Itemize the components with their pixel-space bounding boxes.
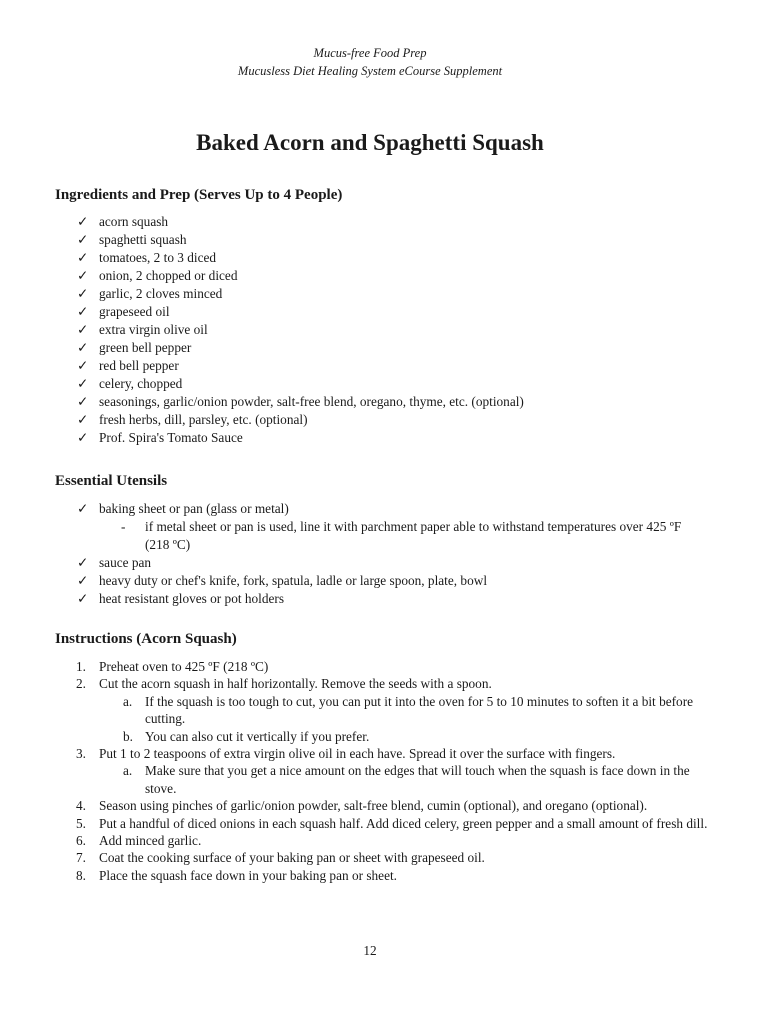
list-item-text: acorn squash (99, 214, 169, 229)
check-icon: ✓ (77, 376, 89, 391)
step-number: 6. (76, 833, 86, 849)
list-item-text: fresh herbs, dill, parsley, etc. (optional) (99, 412, 308, 427)
step-number: 3. (76, 746, 86, 762)
check-icon: ✓ (77, 304, 89, 319)
step-sublist (99, 693, 720, 745)
list-item (0, 429, 524, 447)
list-item (0, 500, 685, 518)
utensils-list (0, 500, 685, 608)
check-icon: ✓ (77, 322, 89, 337)
page-title: Baked Acorn and Spaghetti Squash (196, 130, 544, 155)
sub-step-item (99, 728, 720, 745)
list-item-text: red bell pepper (99, 358, 179, 373)
check-icon: ✓ (77, 214, 89, 229)
check-icon: ✓ (77, 340, 89, 355)
ingredients-list (0, 213, 524, 447)
sub-step-letter: a. (123, 763, 133, 779)
sub-step-text: If the squash is too tough to cut, you can put it into the oven for 5 to 10 minutes to soften it a bit before cutting. (145, 693, 694, 727)
list-item (0, 267, 524, 285)
sub-step-text: Make sure that you get a nice amount on the edges that will touch when the squash is face down in the stove. (145, 763, 690, 796)
header-line-2: Mucusless Diet Healing System eCourse Supplement (237, 64, 503, 78)
step-text: Preheat oven to 425 ºF (218 ºC) (99, 659, 269, 674)
step-text: Add minced garlic. (99, 833, 202, 849)
list-item-text: heat resistant gloves or pot holders (99, 591, 285, 606)
sub-step-letter: a. (123, 693, 133, 709)
list-item (0, 213, 524, 231)
list-item (0, 357, 524, 375)
sub-item-text: if metal sheet or pan is used, line it with parchment paper able to withstand temperatures over 425 ºF (218 ºC) (145, 519, 682, 552)
step-item (0, 797, 720, 814)
check-icon: ✓ (77, 573, 89, 588)
step-text: Place the squash face down in your baking pan or sheet. (99, 867, 397, 883)
header-line-1: Mucus-free Food Prep (313, 46, 427, 60)
check-icon: ✓ (77, 268, 89, 283)
sub-step-item (99, 693, 720, 728)
step-text: Put a handful of diced onions in each squash half. Add diced celery, green pepper and a small amount of fresh dill. (99, 815, 708, 831)
step-item (0, 675, 720, 745)
check-icon: ✓ (77, 591, 89, 606)
step-sublist (99, 762, 720, 797)
check-icon: ✓ (77, 358, 89, 373)
list-item-text: heavy duty or chef's knife, fork, spatula, ladle or large spoon, plate, bowl (99, 573, 488, 588)
list-item-text: garlic, 2 cloves minced (99, 286, 223, 301)
instructions-list (0, 658, 720, 884)
check-icon: ✓ (77, 394, 89, 409)
check-icon: ✓ (77, 501, 89, 516)
check-icon: ✓ (77, 286, 89, 301)
step-number: 7. (76, 850, 86, 866)
check-icon: ✓ (77, 555, 89, 570)
list-item-text: celery, chopped (99, 376, 183, 391)
list-item-text: extra virgin olive oil (99, 322, 208, 337)
sub-step-item (99, 762, 720, 797)
list-item-text: tomatoes, 2 to 3 diced (99, 250, 217, 265)
step-text: Cut the acorn squash in half horizontally. Remove the seeds with a spoon. (99, 676, 492, 692)
list-item (0, 590, 685, 608)
ingredients-heading: Ingredients and Prep (Serves Up to 4 People) (55, 187, 343, 203)
list-item-text: seasonings, garlic/onion powder, salt-free blend, oregano, thyme, etc. (optional) (99, 394, 524, 409)
step-text: Season using pinches of garlic/onion powder, salt-free blend, cumin (optional), and oregano (optional). (99, 798, 648, 814)
step-item (0, 658, 720, 675)
step-item (0, 849, 720, 866)
step-item (0, 867, 720, 884)
list-item (0, 321, 524, 339)
step-number: 2. (76, 676, 86, 692)
list-item-text: grapeseed oil (99, 304, 170, 319)
step-text: Coat the cooking surface of your baking pan or sheet with grapeseed oil. (99, 850, 485, 866)
check-icon: ✓ (77, 430, 89, 445)
step-number: 5. (76, 815, 86, 831)
step-number: 8. (76, 867, 86, 883)
check-icon: ✓ (77, 232, 89, 247)
step-text: Put 1 to 2 teaspoons of extra virgin olive oil in each have. Spread it over the surface with fingers. (99, 746, 616, 762)
list-item-text: sauce pan (99, 555, 152, 570)
document-header (0, 44, 740, 80)
step-item (0, 832, 720, 849)
step-number: 4. (76, 798, 86, 814)
check-icon: ✓ (77, 250, 89, 265)
utensils-heading: Essential Utensils (55, 473, 168, 489)
list-item (0, 339, 524, 357)
list-item-text: green bell pepper (99, 340, 192, 355)
list-item (0, 375, 524, 393)
dash-bullet: - (121, 519, 126, 534)
step-item (0, 745, 720, 797)
page-number: 12 (363, 943, 377, 958)
step-item (0, 815, 720, 832)
list-item (0, 231, 524, 249)
instructions-heading: Instructions (Acorn Squash) (55, 631, 237, 647)
sub-step-letter: b. (123, 728, 133, 744)
step-number: 1. (76, 659, 86, 674)
list-item (0, 303, 524, 321)
check-icon: ✓ (77, 412, 89, 427)
list-item-text: Prof. Spira's Tomato Sauce (99, 430, 243, 445)
list-item-text: baking sheet or pan (glass or metal) (99, 501, 289, 516)
list-item (0, 572, 685, 590)
list-item (0, 554, 685, 572)
list-item (0, 285, 524, 303)
list-item (0, 411, 524, 429)
list-item-text: onion, 2 chopped or diced (99, 268, 238, 283)
list-item (0, 393, 524, 411)
list-item (0, 249, 524, 267)
sub-list-item (0, 518, 685, 554)
list-item-text: spaghetti squash (99, 232, 187, 247)
sub-step-text: You can also cut it vertically if you prefer. (145, 728, 370, 744)
